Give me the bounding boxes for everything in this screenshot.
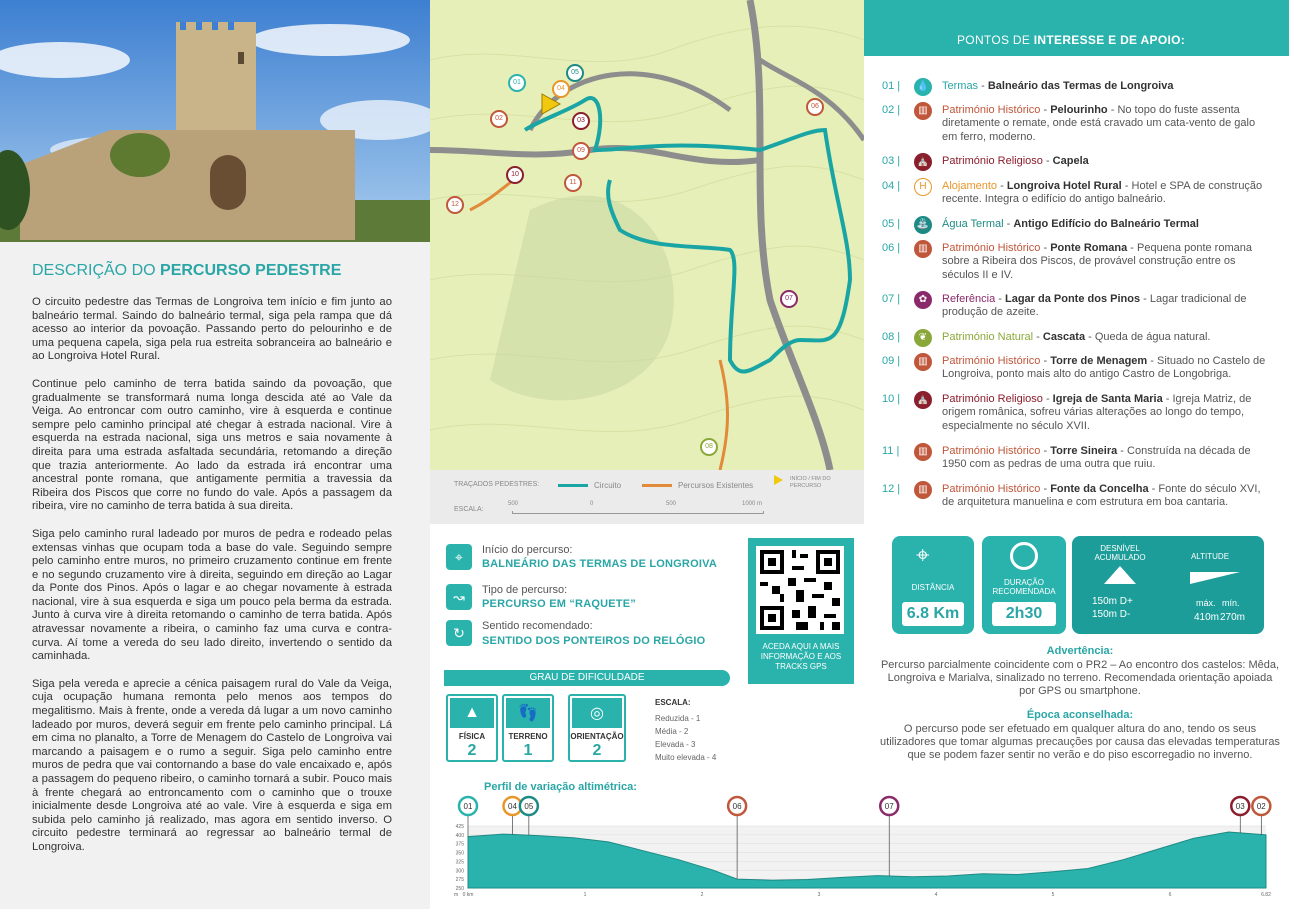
season-text: O percurso pode ser efetuado em qualquer altura do ano, tendo os seus utilizadores que tomar algumas precauções por causa das elevadas temperaturas que se podem fazer sentir no verão e do piso escorregadio no inverno. [880, 723, 1280, 762]
profile-y-tick: 275 [455, 877, 464, 884]
description-paragraph: Siga pela vereda e aprecie a cénica paisagem rural do Vale da Veiga, cuja ocupação humana remonta pelo menos aos tempos do megalitismo. Mais à frente, onde a vereda dá lugar a um novo caminho ladeado por muros, deverá seguir em frente pelo caminho principal. Lá em cima no planalto, a Torre de Menagem do Castelo de Longroiva vai marcando a paisagem e o rumo a seguir. Siga pelo caminho entre muros de pedra que vai contornando a base do vale encaixado e, após a passagem do pequeno ribeiro, o caminho tornará a subir. Pouco mais à frente chegará ao entroncamento com o caminho que o trouxe inicialmente desde Longroiva até ao vale. Vire à esquerda e siga em subida pelo caminho já realizado, mas agora em sentido inverso. O circuito pedestre terminará ao regressar ao balneário termal de Longroiva. [32, 677, 392, 853]
start-label: Início do percurso: [482, 544, 573, 556]
distance-value: 6.8 Km [902, 602, 964, 626]
existing-legend-label: Percursos Existentes [678, 481, 754, 490]
footprints-icon: 👣 [506, 698, 550, 728]
map-marker[interactable]: 08 [700, 438, 718, 456]
season-title: Época aconselhada: [1026, 709, 1134, 721]
poi-header-title: PONTOS DE INTERESSE E DE APOIO: [957, 33, 1186, 47]
route-type-icon: ↝ [446, 584, 472, 610]
profile-y-tick: 250 [455, 886, 464, 892]
scale-tick: 500 [508, 501, 519, 507]
profile-y-unit: m [454, 892, 459, 898]
poi-header [864, 0, 1289, 56]
difficulty-orientation: ◎ ORIENTAÇÃO 2 [568, 694, 626, 762]
profile-x-tick: 4 [934, 892, 938, 898]
clock-icon [1010, 542, 1038, 570]
scale-tick: 0 [590, 501, 594, 507]
difficulty-physical: ▲ FÍSICA 2 [446, 694, 498, 762]
qr-code-icon[interactable] [756, 546, 844, 634]
map-marker[interactable]: 10 [506, 166, 524, 184]
warning-text: Percurso parcialmente coincidente com o PR2 – Ao encontro dos castelos: Mêda, Longroiva e Marialva, sinalizado no terreno. Recomendada orientação apoiada por GPS ou smartphone. [880, 659, 1280, 698]
profile-x-tick: 3 [817, 892, 821, 898]
poi-list: 01 | 💧 Termas - Balneário das Termas de Longroiva 02 | ▥ Património Histórico - Pelourinho - No topo do fuste assenta diretamente o remate, onde está cravado um cata-vento de galo em ferro, moderno. 03 | ⛪ Património Religioso - Capela 04 | H Alojamento - Longroiva Hotel Rural - Hotel e SPA de construção recente. Integra o edifício do antigo balneário. 05 | ⛲ Água Termal - Antigo Edifício do Balneário Termal 06 | ▥ Património Histórico - Ponte Romana - Pequena ponte romana sobre a Ribeira dos Piscos, de provável construção entre os séculos II e IV. 07 | ✿ Referência - Lagar da Ponte dos Pinos - Lagar tradicional de produção de azeite. 08 | ❦ Património Natural - Cascata - Queda de água natural. 09 | ▥ Património Histórico - Torre de Menagem - Situado no Castelo de Longroiva, ponto mais alto do antigo Castro de Longobriga. 10 | ⛪ Património Religioso - Igreja de Santa Maria - Igreja Matriz, de origem românica, sofreu várias alterações ao longo do tempo, especialmente no século XVII. 11 | ▥ Património Histórico - Torre Sineira - Construída na década de 1950 com as pedras de uma outra que ruiu. 12 | ▥ Património Histórico - Fonte da Concelha - Fonte do século XVI, de arquitetura manuelina e com estrutura em boa cantaria. [864, 56, 1289, 524]
scale-title: ESCALA: [655, 698, 691, 707]
duration-card: DURAÇÃO RECOMENDADA 2h30 [982, 536, 1066, 634]
circuit-legend-line [558, 484, 588, 487]
profile-x-tick: 1 [583, 892, 587, 898]
direction-label: Sentido recomendado: [482, 620, 593, 632]
compass-icon: ◎ [572, 698, 622, 728]
flag-icon [774, 475, 783, 485]
profile-marker-label: 04 [508, 802, 517, 811]
scale-bar [512, 511, 764, 514]
profile-y-tick: 425 [455, 824, 464, 830]
monument-icon: ▥ [914, 481, 932, 499]
monument-icon: ▥ [914, 102, 932, 120]
profile-marker-label: 07 [884, 802, 894, 811]
profile-marker-label: 01 [463, 802, 473, 811]
castle-photo [0, 0, 430, 242]
profile-y-tick: 350 [455, 850, 464, 857]
direction-value: SENTIDO DOS PONTEIROS DO RELÓGIO [482, 635, 706, 647]
elevation-card: DESNÍVEL ACUMULADO 150m D+ 150m D- ALTITUDE máx. mín. 410m 270m [1072, 536, 1264, 634]
profile-y-tick: 375 [455, 841, 464, 848]
start-end-legend-label: INÍCIO / FIM DO PERCURSO [790, 476, 831, 489]
start-value: BALNEÁRIO DAS TERMAS DE LONGROIVA [482, 558, 717, 570]
description-body [32, 296, 392, 869]
map-marker[interactable]: 06 [806, 98, 824, 116]
profile-title: Perfil de variação altimétrica: [484, 781, 637, 793]
circuit-legend-label: Circuito [594, 481, 622, 490]
map-marker[interactable]: 07 [780, 290, 798, 308]
profile-marker-label: 02 [1256, 802, 1266, 811]
profile-marker-label: 06 [732, 802, 742, 811]
monument-icon: ▥ [914, 353, 932, 371]
duration-value: 2h30 [992, 602, 1056, 626]
profile-y-tick: 325 [455, 859, 464, 866]
trail-map[interactable] [430, 0, 864, 470]
qr-panel[interactable] [748, 538, 854, 684]
map-distance-icon: ⌖ [916, 542, 930, 569]
scale-label: ESCALA: [454, 506, 484, 513]
scale-item: Reduzida - 1 [655, 714, 701, 723]
profile-x-tick: 6.82 [1261, 892, 1271, 898]
map-marker[interactable]: 02 [490, 110, 508, 128]
difficulty-terrain: 👣 TERRENO 1 [502, 694, 554, 762]
profile-marker-label: 05 [524, 802, 534, 811]
map-legend [430, 470, 864, 524]
profile-x-tick: 2 [700, 892, 704, 898]
scale-item: Média - 2 [655, 727, 689, 736]
description-paragraph: Siga pelo caminho rural ladeado por muros de pedra e rodeado pelas extensas vinhas que ocupam toda a base do vale. Seguindo sempre pelo caminho entre muros, no primeiro cruzamento continue em frente e no segundo cruzamento vire à direita, seguindo em direção ao Lagar da Ponte dos Pinos. Após o lagar e ao chegar novamente à estrada nacional, vire à sua esquerda e siga um pouco pela berma da estrada. Junto à curva vire à direita retomando o caminho de terra batida. Após atravessar novamente a ribeira, o caminho faz uma curva e contra-curva. Aí tome a vereda do seu lado direito, invertendo o sentido da caminhada. [32, 527, 392, 663]
map-marker[interactable]: 12 [446, 196, 464, 214]
fountain-icon: ⛲ [914, 216, 932, 234]
map-marker[interactable]: 03 [572, 112, 590, 130]
profile-x-tick: 5 [1051, 892, 1055, 898]
water-drop-icon: 💧 [914, 78, 932, 96]
clockwise-icon: ↻ [446, 620, 472, 646]
map-marker[interactable]: 11 [564, 174, 582, 192]
qr-text: ACEDA AQUI A MAIS INFORMAÇÃO E AOS TRACKS GPS [760, 642, 842, 671]
location-pin-icon: ⌖ [446, 544, 472, 570]
monument-icon: ▥ [914, 240, 932, 258]
church-icon: ⛪ [914, 153, 932, 171]
type-value: PERCURSO EM “RAQUETE” [482, 598, 636, 610]
profile-y-tick: 300 [455, 868, 464, 875]
profile-marker-label: 03 [1235, 802, 1245, 811]
map-marker[interactable]: 01 [508, 74, 526, 92]
church-icon: ⛪ [914, 391, 932, 409]
scale-tick: 1000 m [742, 501, 763, 507]
description-panel [0, 242, 430, 909]
description-paragraph: Continue pelo caminho de terra batida saindo da povoação, que gradualmente se transformará numa longa descida até ao Vale da Veiga. Ao entroncar com outro caminho, vire à esquerda e continue sempre pelo caminho principal até chegar à estrada nacional. Vire à esquerda na estrada nacional, siga uns metros e saia novamente à direita para uma estrada asfaltada secundária, retomando a direção que trazia anteriormente. Ao lado da estrada irá encontrar uma ancestral ponte romana, que antigamente permitia a travessia da Ribeira dos Piscos que corre no fundo do vale. Após a passagem da ribeira, vire no caminho de terra batida à sua direita. [32, 377, 392, 513]
reference-icon: ✿ [914, 291, 932, 309]
legend-label: TRAÇADOS PEDESTRES: [454, 481, 540, 488]
nature-icon: ❦ [914, 329, 932, 347]
elevation-profile [444, 792, 1280, 902]
mountain-icon [1104, 566, 1136, 584]
profile-x-tick: 6 [1168, 892, 1172, 898]
description-title: DESCRIÇÃO DO PERCURSO PEDESTRE [32, 262, 342, 279]
scale-item: Elevada - 3 [655, 740, 696, 749]
map-marker[interactable]: 09 [572, 142, 590, 160]
map-marker[interactable]: 05 [566, 64, 584, 82]
warning-title: Advertência: [1046, 645, 1114, 657]
map-marker[interactable]: 04 [552, 80, 570, 98]
hotel-icon: H [914, 178, 932, 196]
type-label: Tipo de percurso: [482, 584, 568, 596]
distance-card: ⌖ DISTÂNCIA 6.8 Km [892, 536, 974, 634]
description-paragraph: O circuito pedestre das Termas de Longroiva tem início e fim junto ao balneário termal. Saindo do balneário termal, siga pela rampa que dá acesso ao interior da povoação. Passando perto do pelourinho e de uma pequena capela, siga pela rua estreita sobranceira ao balneário e ao Longroiva Hotel Rural. [32, 296, 392, 363]
profile-y-tick: 400 [455, 832, 464, 839]
existing-legend-line [642, 484, 672, 487]
profile-x-tick: 0 km [462, 892, 474, 898]
scale-tick: 500 [666, 501, 677, 507]
difficulty-title: GRAU DE DIFICULDADE [444, 670, 730, 686]
monument-icon: ▥ [914, 443, 932, 461]
mountain-icon: ▲ [450, 698, 494, 728]
scale-item: Muito elevada - 4 [655, 753, 717, 762]
altitude-icon [1190, 572, 1240, 584]
